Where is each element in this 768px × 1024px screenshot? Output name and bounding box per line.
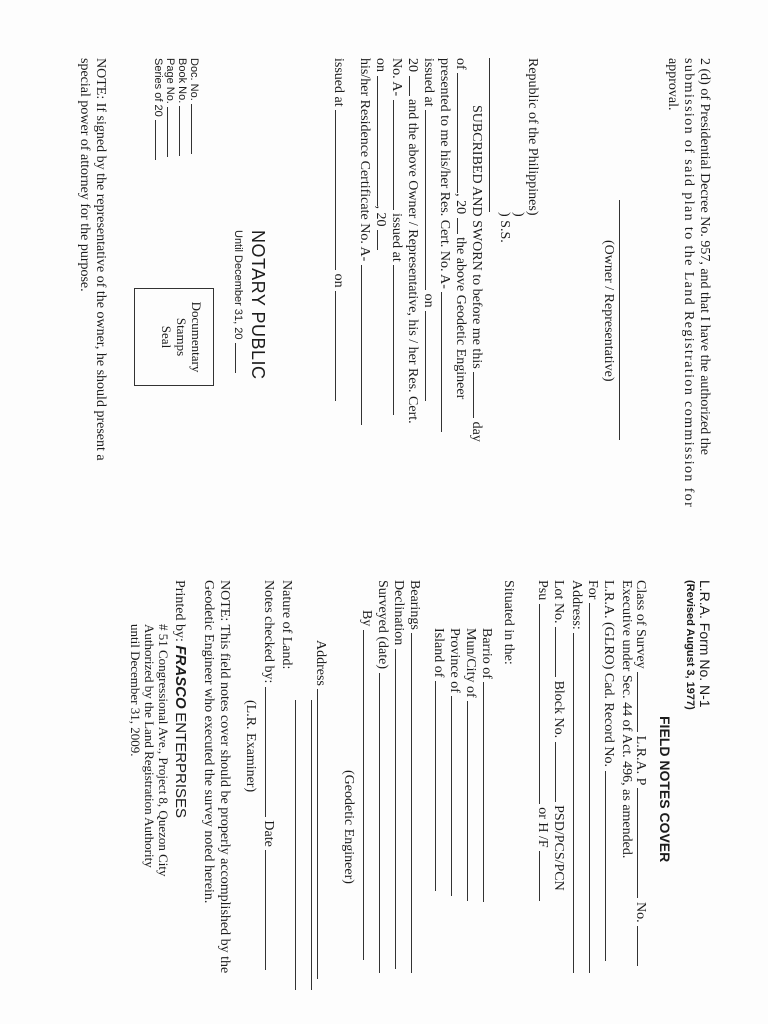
printer-address: # 51 Congressional Ave., Project 8, Quezon City bbox=[156, 624, 171, 877]
bearings-row: Bearings bbox=[406, 580, 424, 973]
lra-no-field[interactable] bbox=[637, 926, 650, 966]
checked-date-field[interactable] bbox=[265, 850, 278, 970]
geodetic-engineer-label: (Geodetic Engineer) bbox=[341, 770, 356, 884]
day-field[interactable] bbox=[473, 372, 486, 418]
hf-field[interactable] bbox=[539, 851, 552, 901]
notary-public-title: NOTARY PUBLIC bbox=[248, 230, 268, 380]
month-field[interactable] bbox=[457, 73, 470, 193]
surveyed-row: Surveyed (date) bbox=[374, 580, 392, 973]
glro-record-field[interactable] bbox=[605, 771, 618, 961]
address2-row: Address bbox=[312, 640, 330, 979]
psu-row: Psu or H /F bbox=[534, 580, 552, 901]
note-line-2: special power of attorney for the purpose. bbox=[77, 58, 92, 292]
sworn-line-4: issued at on bbox=[420, 58, 438, 401]
printer-line: Printed by: FRASCO ENTERPRISES bbox=[172, 580, 189, 819]
form-number: L.R.A. Form No. N-1 bbox=[697, 580, 713, 708]
printer-until: until December 31, 2009. bbox=[128, 624, 143, 757]
for-field[interactable] bbox=[589, 603, 602, 973]
barrio-field[interactable] bbox=[483, 682, 496, 902]
series: Series of 20 bbox=[152, 58, 166, 160]
lot-no-field[interactable] bbox=[555, 627, 568, 677]
owner-representative-label: (Owner / Representative) bbox=[601, 240, 616, 382]
rep-issued-on-field[interactable] bbox=[335, 291, 348, 401]
republic-label: Republic of the Philippines) bbox=[525, 58, 540, 216]
island-row: Island of bbox=[430, 628, 448, 891]
lr-examiner-label: (L.R. Examiner) bbox=[243, 700, 258, 793]
doc-no-field[interactable] bbox=[191, 104, 202, 154]
executive-line: Executive under Sec. 44 of Act. 496, as amended. bbox=[619, 580, 634, 859]
mun-city-field[interactable] bbox=[467, 701, 480, 901]
note-line-1: NOTE: If signed by the representative of the owner, he should present a bbox=[93, 58, 108, 461]
book-no-field[interactable] bbox=[179, 106, 190, 156]
block-no-field[interactable] bbox=[555, 742, 568, 802]
declination-field[interactable] bbox=[395, 649, 408, 969]
documentary-stamps-seal-box: Documentary Stamps Seal bbox=[134, 288, 214, 386]
glro-row: L.R.A. (GLRO) Cad. Record No. bbox=[600, 580, 618, 961]
cover-note-line-1: NOTE: This field notes cover should be properly accomplished by the bbox=[217, 580, 232, 974]
rep-issued-at-field[interactable] bbox=[335, 110, 348, 270]
republic-divider bbox=[489, 58, 490, 212]
address2-field-3[interactable] bbox=[295, 700, 296, 990]
sworn-line-5: 20 and the above Owner / Representative, his / her Res. Cert. bbox=[405, 58, 420, 424]
lot-row: Lot No. Block No. PSD/PCS/PCN bbox=[551, 580, 566, 891]
book-no: Book No. bbox=[176, 58, 190, 156]
paren-close: ) bbox=[511, 212, 526, 217]
psu-field[interactable] bbox=[539, 604, 552, 804]
barrio-row: Barrio of bbox=[478, 628, 496, 902]
address2-field-1[interactable] bbox=[317, 689, 330, 979]
checked-by-field[interactable] bbox=[265, 687, 278, 817]
sworn-line-2: of , 20 the above Geodetic Engineer bbox=[453, 58, 468, 400]
sworn-line-1: SUBCRIBED AND SWORN to before me this day bbox=[469, 105, 484, 442]
province-field[interactable] bbox=[451, 696, 464, 896]
year2-field[interactable] bbox=[409, 76, 422, 96]
sworn-line-3: presented to me his/her Res. Cert. No. A- bbox=[436, 58, 454, 432]
sworn-line-6: No. A- issued at bbox=[388, 58, 406, 415]
situated-label: Situated in the: bbox=[501, 580, 516, 665]
for-row: For bbox=[584, 580, 602, 973]
surveyed-by-field[interactable] bbox=[363, 630, 376, 960]
page-no: Page No. bbox=[164, 58, 178, 157]
mun-city-row: Mun/City of bbox=[462, 628, 480, 901]
ge-issued-on-field[interactable] bbox=[425, 311, 438, 401]
lra-p-field[interactable] bbox=[637, 788, 650, 898]
doc-no: Doc. No. bbox=[188, 58, 202, 154]
ge-issued-at-field[interactable] bbox=[425, 110, 438, 290]
owner-signature-line bbox=[619, 200, 620, 440]
owner-issued-at-field[interactable] bbox=[393, 265, 406, 415]
year3-field[interactable] bbox=[377, 230, 390, 250]
rep-res-cert-field[interactable] bbox=[361, 265, 374, 425]
class-of-survey-row: Class of Survey L.R.A. P No. bbox=[632, 580, 650, 966]
pd-text-line-1: 2 (d) of Presidential Decree No. 957, and that I have the authorized the bbox=[697, 58, 712, 455]
field-notes-cover-section: L.R.A. Form No. N-1 (Revised August 3, 1977) FIELD NOTES COVER Class of Survey L.R.A. P No. Executive under Sec. 44 of Act. 496, as amended. L.R.A. (GLRO) Cad. Record No. For Address: Lot No. Block No. PSD/PCS/PCN Psu or H /F Situated in the: Barrio of Mun/City of Province of Island of Bearings Declination Surveyed (date) By (Geodetic Engineer) Address Nature of Land: Notes checked by: Date (L.R. Examiner) NOTE: This field notes cover should be properly accomplished by the Geodetic Engineer who executed the survey noted herein. Printed by: FRASCO ENTERPRISES # 51 Congressional Ave., Project 8, Quezon City Authorized by the Land Registration Authority until December 31, 2009. bbox=[0, 540, 768, 1024]
sworn-line-7: on , 20 bbox=[372, 58, 390, 250]
declination-row: Declination bbox=[390, 580, 408, 969]
pd-text-line-3: approval. bbox=[665, 58, 680, 111]
ss-label: ) S.S. bbox=[497, 212, 512, 243]
address2-field-2[interactable] bbox=[311, 700, 312, 990]
sworn-line-8: his/her Residence Certificate No. A- bbox=[356, 58, 374, 425]
by-row: By bbox=[358, 610, 376, 960]
pd-text-line-2: submission of said plan to the Land Registration commission for bbox=[681, 58, 696, 509]
surveyed-date-field[interactable] bbox=[379, 673, 392, 973]
owner-issued-on-field[interactable] bbox=[377, 76, 390, 206]
class-of-survey-field[interactable] bbox=[637, 672, 650, 732]
notary-until: Until December 31, 20 bbox=[232, 230, 248, 373]
series-field[interactable] bbox=[155, 120, 166, 160]
checked-row: Notes checked by: Date bbox=[260, 580, 278, 970]
sworn-line-9: issued at on bbox=[330, 58, 348, 401]
page-no-field[interactable] bbox=[167, 107, 178, 157]
island-field[interactable] bbox=[435, 681, 448, 891]
province-row: Province of bbox=[446, 628, 464, 896]
revised-date: (Revised August 3, 1977) bbox=[684, 580, 696, 710]
address-row: Address: bbox=[568, 580, 586, 973]
printer-authorized: Authorized by the Land Registration Authority bbox=[142, 624, 157, 868]
address-field[interactable] bbox=[573, 633, 586, 973]
owner-res-cert-field[interactable] bbox=[393, 100, 406, 210]
cover-note-line-2: Geodetic Engineer who executed the survey noted herein. bbox=[201, 580, 216, 904]
ge-res-cert-field[interactable] bbox=[441, 292, 454, 432]
year-field[interactable] bbox=[457, 218, 470, 234]
bearings-field[interactable] bbox=[411, 633, 424, 973]
frasco-logo-text: FRASCO bbox=[172, 645, 189, 709]
nature-row: Nature of Land: bbox=[279, 580, 294, 670]
notary-until-year-field[interactable] bbox=[235, 343, 248, 373]
